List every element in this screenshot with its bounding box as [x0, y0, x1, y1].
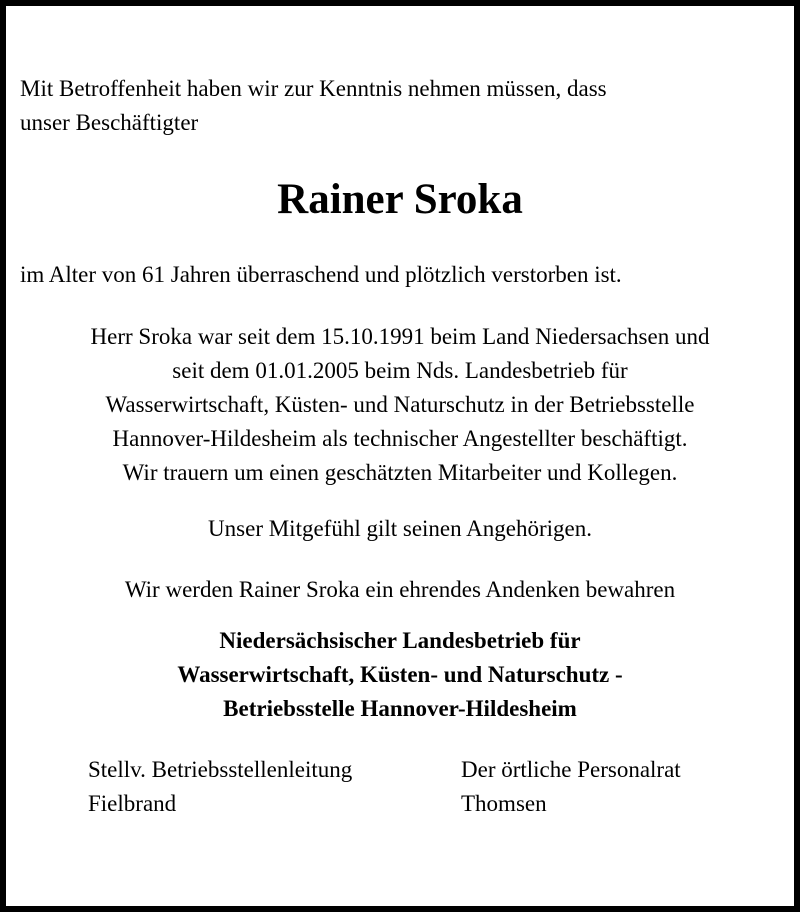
organization-line: Niedersächsischer Landesbetrieb für [219, 628, 581, 653]
paragraph-line: Herr Sroka war seit dem 15.10.1991 beim Land Niedersachsen und [90, 324, 710, 349]
intro-text [20, 72, 607, 140]
signature-block-management [88, 753, 352, 821]
intro-line: Mit Betroffenheit haben wir zur Kenntnis nehmen müssen, dass [20, 76, 607, 101]
organization-line: Betriebsstelle Hannover-Hildesheim [223, 696, 577, 721]
signatory-name: Fielbrand [88, 791, 177, 816]
paragraph-line: Wasserwirtschaft, Küsten- und Naturschutz in der Betriebsstelle [105, 392, 695, 417]
intro-line: unser Beschäftigter [20, 110, 199, 135]
organization-name [6, 624, 794, 726]
signatory-title: Der örtliche Personalrat [461, 757, 681, 782]
memory-text: Wir werden Rainer Sroka ein ehrendes Andenken bewahren [124, 577, 676, 602]
signatory-name: Thomsen [461, 791, 547, 816]
employment-paragraph [6, 320, 794, 490]
condolence-text: Unser Mitgefühl gilt seinen Angehörigen. [208, 516, 592, 541]
deceased-name: Rainer Sroka [277, 176, 523, 223]
paragraph-line: Wir trauern um einen geschätzten Mitarbeiter und Kollegen. [122, 460, 678, 485]
signature-block-staff-council [461, 753, 681, 821]
signatory-title: Stellv. Betriebsstellenleitung [88, 757, 353, 782]
paragraph-line: seit dem 01.01.2005 beim Nds. Landesbetrieb für [172, 358, 628, 383]
organization-line: Wasserwirtschaft, Küsten- und Naturschutz - [177, 662, 623, 687]
paragraph-line: Hannover-Hildesheim als technischer Angestellter beschäftigt. [112, 426, 688, 451]
age-statement: im Alter von 61 Jahren überraschend und plötzlich verstorben ist. [20, 262, 622, 287]
